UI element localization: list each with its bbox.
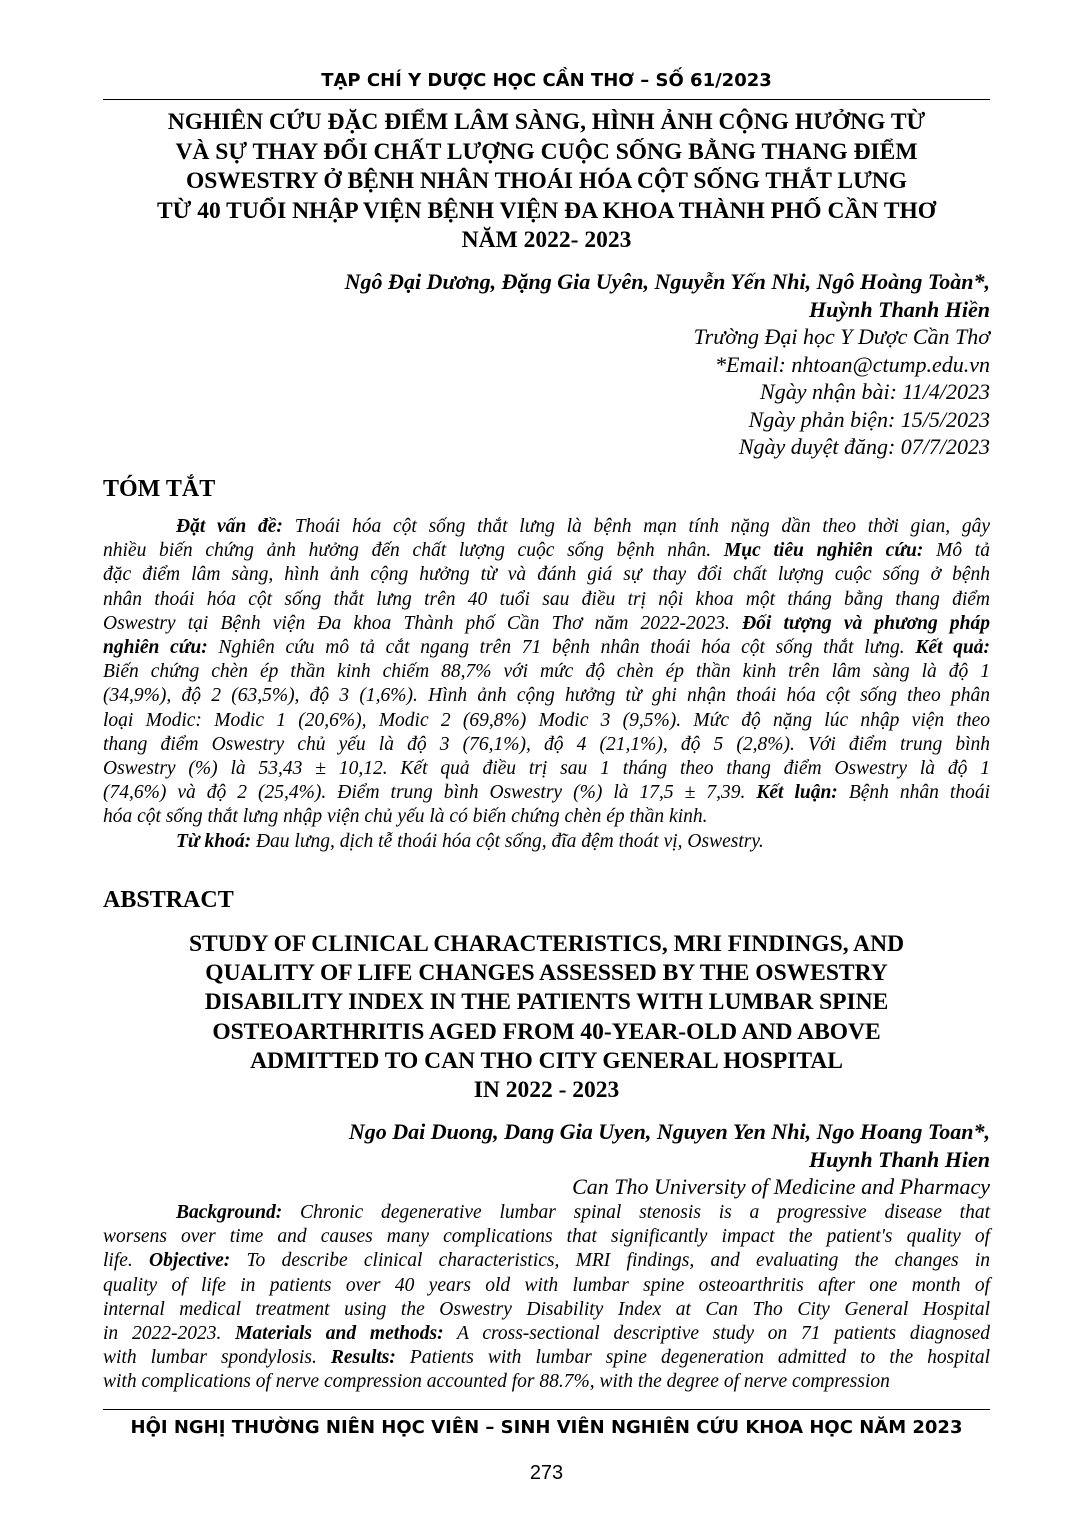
vi-authors-cont: Huỳnh Thanh Hiền (809, 296, 990, 322)
en-affiliation: Can Tho University of Medicine and Pharmacy (572, 1174, 990, 1199)
en-title-line: ADMITTED TO CAN THO CITY GENERAL HOSPITAL (250, 1047, 843, 1074)
abstract-line (103, 1225, 990, 1249)
en-authors-cont: Huynh Thanh Hien (809, 1146, 990, 1172)
en-title-line: STUDY OF CLINICAL CHARACTERISTICS, MRI FINDINGS, AND (188, 931, 905, 957)
journal-running-head: TẠP CHÍ Y DƯỢC HỌC CẦN THƠ – SỐ 61/2023 (321, 70, 772, 91)
text-run: đặc điểm lâm sàng, hình ảnh cộng hưởng từ và đánh giá sự thay đổi chất lượng cuộc sống ở bệnh (103, 564, 990, 586)
summary-line (103, 660, 990, 684)
text-run: internal medical treatment using the Oswestry Disability Index at Can Tho City General Hospital (103, 1298, 990, 1320)
summary-heading: TÓM TẮT (103, 476, 216, 502)
abstract-line (103, 1201, 990, 1225)
bold-label: Materials and methods: (235, 1323, 444, 1345)
en-title-line: IN 2022 - 2023 (473, 1077, 620, 1104)
conference-footer: HỘI NGHỊ THƯỜNG NIÊN HỌC VIÊN – SINH VIÊN NGHIÊN CỨU KHOA HỌC NĂM 2023 (130, 1417, 963, 1438)
bold-label: nghiên cứu: (103, 637, 208, 659)
bold-label: Đối tượng và phương pháp (742, 612, 990, 634)
summary-line (103, 805, 990, 829)
vi-title-line: TỪ 40 TUỔI NHẬP VIỆN BỆNH VIỆN ĐA KHOA THÀNH PHỐ CẦN THƠ (156, 197, 937, 224)
bold-label: Results: (330, 1347, 396, 1369)
vi-title (103, 108, 990, 256)
bold-label: Background: (176, 1202, 283, 1223)
vi-affiliation: Trường Đại học Y Dược Cần Thơ (693, 324, 990, 349)
summary-line (103, 539, 990, 563)
summary-line (103, 781, 990, 805)
keywords-label: Từ khoá: (176, 830, 252, 852)
en-title-line: OSTEOARTHRITIS AGED FROM 40-YEAR-OLD AND ABOVE (212, 1018, 881, 1045)
text-run: nhiều biến chứng ảnh hưởng đến chất lượng cuộc sống bệnh nhân. (103, 540, 724, 562)
text-run: with complications of nerve compression accounted for 88.7%, with the degree of nerve compression (103, 1371, 890, 1393)
text-run: Biến chứng chèn ép thần kinh chiếm 88,7% với mức độ chèn ép thần kinh trên lâm sàng là độ 1 (103, 661, 990, 683)
en-title-line: DISABILITY INDEX IN THE PATIENTS WITH LUMBAR SPINE (204, 989, 889, 1016)
text-run: (74,6%) và độ 2 (25,4%). Điểm trung bình Oswestry (%) là 17,5 ± 7,39. (103, 782, 757, 804)
text-run: loại Modic: Modic 1 (20,6%), Modic 2 (69,8%) Modic 3 (9,5%). Mức độ nặng lúc nhập viện theo (103, 709, 990, 731)
abstract-line (103, 1298, 990, 1322)
vi-author-block (345, 268, 990, 461)
summary-line (103, 757, 990, 781)
abstract-line (103, 1370, 990, 1394)
en-authors: Ngo Dai Duong, Dang Gia Uyen, Nguyen Yen Nhi, Ngo Hoang Toan*, (348, 1119, 990, 1144)
vi-email: *Email: nhtoan@ctump.edu.vn (714, 351, 990, 377)
bold-label: Đặt vấn đề: (176, 516, 283, 537)
text-run: Mô tả (923, 540, 990, 562)
vi-reviewed-date: Ngày phản biện: 15/5/2023 (748, 406, 990, 432)
en-title (103, 930, 990, 1105)
summary-line (103, 709, 990, 733)
text-run: A cross-sectional descriptive study on 71 patients diagnosed (443, 1323, 990, 1345)
bold-label: Kết luận: (756, 782, 838, 804)
text-run: worsens over time and causes many complications that significantly impact the patient's quality of (103, 1226, 990, 1248)
page-number: 273 (529, 1462, 564, 1484)
text-run: in 2022-2023. (103, 1323, 236, 1345)
summary-line (103, 612, 990, 636)
text-run: with lumbar spondylosis. (103, 1347, 331, 1369)
bold-label: Mục tiêu nghiên cứu: (723, 540, 924, 562)
text-run: quality of life in patients over 40 years old with lumbar spine osteoarthritis after one month of (103, 1274, 990, 1296)
vi-title-line: NGHIÊN CỨU ĐẶC ĐIỂM LÂM SÀNG, HÌNH ẢNH CỘNG HƯỞNG TỪ (167, 109, 926, 135)
bold-label: Kết quả: (915, 637, 990, 659)
bold-label: Objective: (149, 1250, 231, 1272)
vi-received-date: Ngày nhận bài: 11/4/2023 (760, 379, 990, 404)
summary-line (103, 636, 990, 660)
en-author-block (349, 1118, 990, 1201)
vi-summary (103, 515, 990, 854)
abstract-heading: ABSTRACT (103, 887, 234, 913)
abstract-line (103, 1249, 990, 1273)
text-run: Nghiên cứu mô tả cắt ngang trên 71 bệnh nhân thoái hóa cột sống thắt lưng. (207, 637, 916, 659)
summary-line (103, 563, 990, 587)
text-run: Patients with lumbar spine degeneration admitted to the hospital (395, 1347, 991, 1369)
text-run: To describe clinical characteristics, MRI findings, and evaluating the changes in (230, 1250, 990, 1272)
summary-line (103, 733, 990, 757)
text-run: life. (103, 1250, 150, 1272)
vi-authors: Ngô Đại Dương, Đặng Gia Uyên, Nguyễn Yến Nhi, Ngô Hoàng Toàn*, (344, 269, 990, 294)
text-run: nhân thoái hóa cột sống thắt lưng trên 40 tuổi sau điều trị nội khoa một tháng bằng thang điểm (103, 588, 990, 610)
text-run: (34,9%), độ 2 (63,5%), độ 3 (1,6%). Hình ảnh cộng hưởng từ ghi nhận thoái hóa cột sống theo phân (103, 685, 990, 707)
vi-title-line: VÀ SỰ THAY ĐỔI CHẤT LƯỢNG CUỘC SỐNG BẰNG THANG ĐIỂM (175, 138, 918, 165)
text-run: hóa cột sống thắt lưng nhập viện chủ yếu là có biến chứng chèn ép thần kinh. (103, 806, 708, 828)
text-run: thang điểm Oswestry chủ yếu là độ 3 (76,1%), độ 4 (21,1%), độ 5 (2,8%). Với điểm trung bình (103, 733, 990, 755)
en-abstract (103, 1201, 990, 1395)
abstract-line (103, 1322, 990, 1346)
footer-rule (103, 1409, 990, 1410)
text-run: Oswestry tại Bệnh viện Đa khoa Thành phố Cần Thơ năm 2022-2023. (103, 612, 743, 634)
summary-line (103, 515, 990, 539)
text-run: Oswestry (%) là 53,43 ± 10,12. Kết quả điều trị sau 1 tháng theo thang điểm Oswestry là độ 1 (103, 758, 990, 780)
header-rule (103, 99, 990, 100)
text-run: Bệnh nhân thoái (837, 782, 990, 804)
abstract-line (103, 1346, 990, 1370)
text-run: Chronic degenerative lumbar spinal stenosis is a progressive disease that (282, 1202, 990, 1223)
abstract-line (103, 1274, 990, 1298)
keywords-text: Đau lưng, dịch tễ thoái hóa cột sống, đĩa đệm thoát vị, Oswestry. (251, 830, 764, 852)
vi-keywords-line (103, 830, 990, 854)
vi-title-line: NĂM 2022- 2023 (461, 227, 632, 253)
vi-accepted-date: Ngày duyệt đăng: 07/7/2023 (738, 434, 990, 459)
vi-title-line: OSWESTRY Ở BỆNH NHÂN THOÁI HÓA CỘT SỐNG THẮT LƯNG (185, 168, 908, 194)
text-run: Thoái hóa cột sống thắt lưng là bệnh mạn tính nặng dần theo thời gian, gây (282, 516, 990, 537)
summary-line (103, 588, 990, 612)
summary-line (103, 684, 990, 708)
en-title-line: QUALITY OF LIFE CHANGES ASSESSED BY THE OSWESTRY (205, 960, 888, 987)
